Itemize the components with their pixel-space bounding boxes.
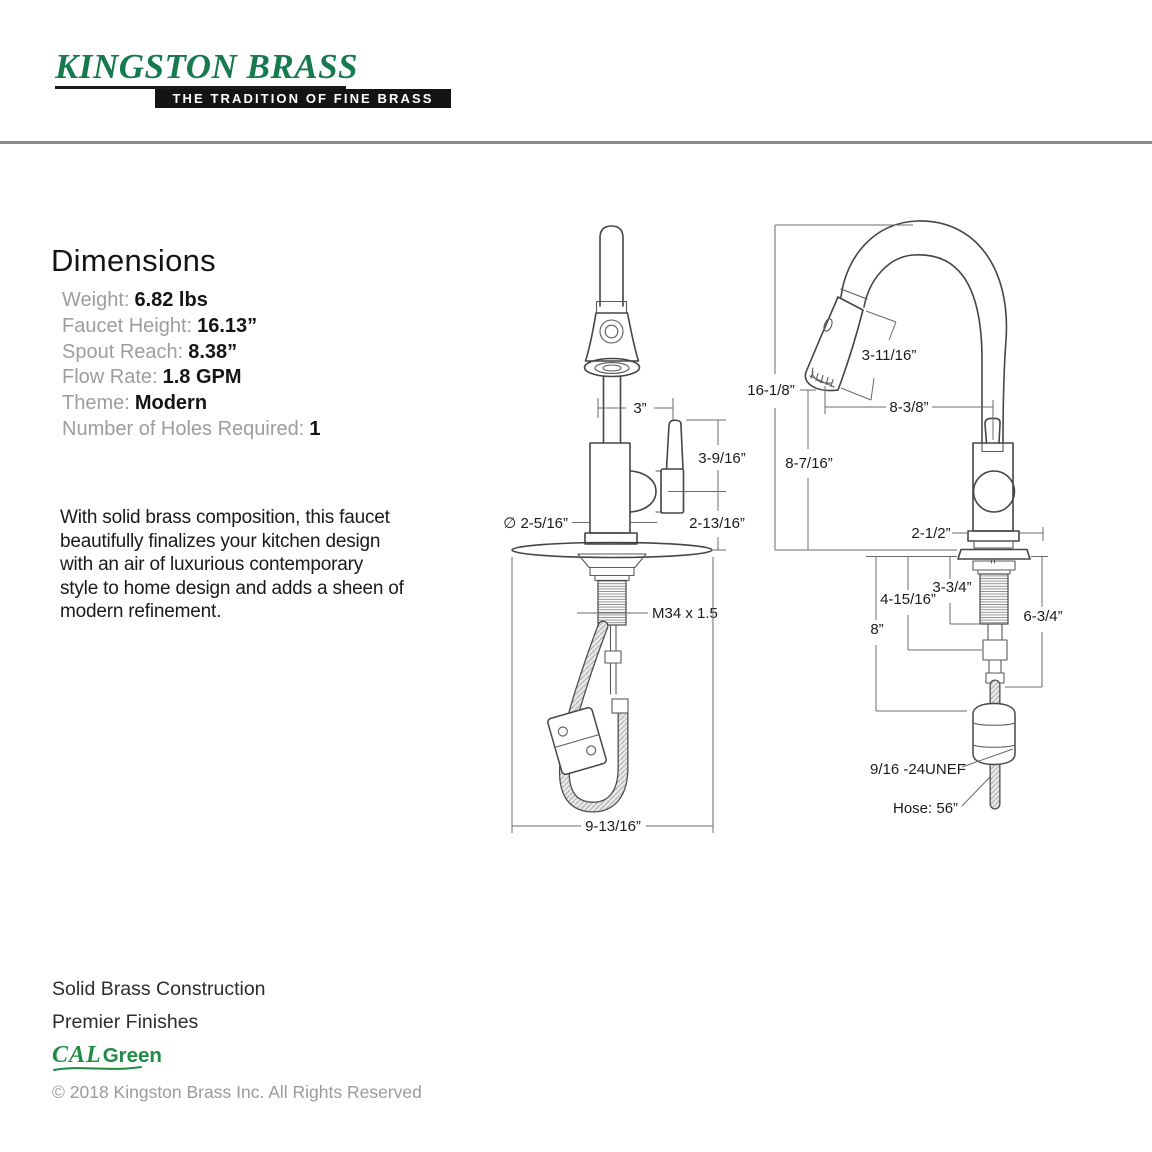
brand-logo: KINGSTON BRASS	[55, 47, 358, 86]
spec-value: 8.38”	[188, 340, 238, 363]
dim-front-overall-width: 9-13/16”	[585, 818, 641, 835]
calgreen-swoosh-icon	[52, 1064, 144, 1074]
spec-label: Weight:	[62, 289, 130, 311]
dim-side-supply-depth: 4-15/16”	[880, 591, 936, 608]
dim-front-outlet-height: 2-13/16”	[689, 515, 745, 532]
front-sprayhead-button	[600, 320, 623, 343]
front-escutcheon	[578, 554, 646, 568]
feature-line-finishes: Premier Finishes	[52, 1011, 199, 1033]
dim-side-spout-reach: 8-3/8”	[889, 399, 929, 416]
copyright: © 2018 Kingston Brass Inc. All Rights Reserved	[52, 1082, 422, 1102]
front-body	[590, 443, 630, 533]
side-supply-tube	[988, 624, 1002, 673]
side-threaded-shank	[980, 574, 1008, 624]
description-line: modern refinement.	[60, 601, 222, 622]
dim-side-hose-thread: 9/16 -24UNEF	[870, 761, 966, 778]
dim-side-shank-depth: 3-3/4”	[932, 579, 972, 596]
spec-value: 1	[309, 417, 321, 440]
dim-side-spout-height: 8-7/16”	[785, 455, 833, 472]
front-view	[503, 226, 746, 835]
side-body	[973, 443, 1013, 531]
side-view-faucet-outline	[805, 221, 1030, 804]
dim-side-max-deck: 6-3/4”	[1023, 608, 1063, 625]
dim-side-hose-depth: 8”	[870, 621, 884, 638]
front-spout-tube	[600, 226, 623, 306]
front-handle-lever	[667, 420, 684, 469]
front-sprayhead-collar	[597, 302, 627, 314]
description-line: With solid brass composition, this faucet	[60, 507, 390, 528]
description-line: beautifully finalizes your kitchen design	[60, 530, 381, 552]
front-supply-tube	[611, 625, 617, 694]
description-line: with an air of luxurious contemporary	[60, 554, 364, 575]
front-threaded-shank	[598, 581, 626, 626]
spec-label: Spout Reach:	[62, 340, 184, 363]
side-base-flange	[968, 531, 1019, 541]
calgreen-cal: CAL	[52, 1042, 102, 1068]
spec-label: Flow Rate:	[62, 366, 158, 389]
page-title: Dimensions	[51, 243, 216, 278]
spec-value: 16.13”	[197, 314, 258, 337]
spec-value: Modern	[134, 392, 208, 415]
side-view	[747, 221, 1062, 817]
description-line: style to home design and adds a sheen of	[60, 577, 404, 599]
dim-front-shank-thread: M34 x 1.5	[652, 605, 718, 622]
front-hose-weight	[547, 707, 607, 775]
dim-side-sprayhead-length: 3-11/16”	[861, 347, 917, 364]
front-locknut	[590, 568, 634, 576]
side-ball-joint	[974, 471, 1015, 512]
dim-side-hose-length: Hose: 56”	[893, 800, 959, 817]
spec-label: Theme:	[62, 392, 130, 415]
spec-label: Number of Holes Required:	[62, 417, 305, 440]
side-deck-plate	[958, 550, 1030, 560]
spec-label: Faucet Height:	[62, 314, 193, 337]
dim-front-handle-height: 3-9/16”	[698, 450, 746, 467]
side-sprayhead-button	[822, 318, 833, 333]
front-lower-tube	[604, 377, 621, 443]
front-outlet	[630, 471, 656, 512]
dim-side-overall-height: 16-1/8”	[747, 382, 795, 399]
dim-front-body-diameter: ∅ 2-5/16”	[503, 515, 568, 532]
brand-tagline: THE TRADITION OF FINE BRASS	[172, 91, 434, 106]
spec-value: 6.82 lbs	[134, 289, 208, 311]
dim-side-base-width: 2-1/2”	[911, 525, 951, 542]
spec-value: 1.8 GPM	[162, 366, 242, 389]
feature-line-construction: Solid Brass Construction	[52, 978, 266, 1000]
calgreen-green: Green	[102, 1044, 162, 1067]
dim-front-spout-offset: 3”	[633, 400, 647, 417]
